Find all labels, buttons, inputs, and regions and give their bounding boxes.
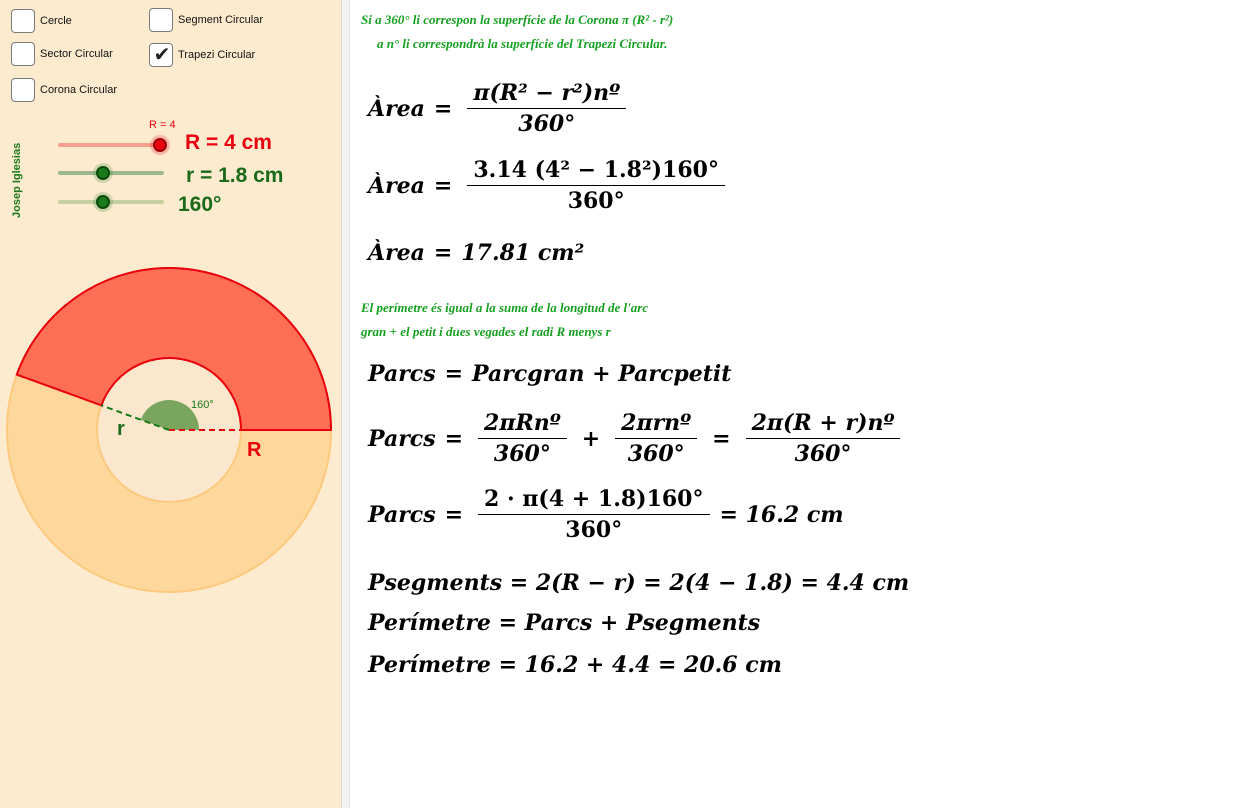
- fraction-denominator: 360°: [493, 441, 551, 467]
- checkbox-label: Sector Circular: [40, 48, 113, 60]
- checkbox-box[interactable]: [149, 43, 173, 67]
- area-formula-general: [368, 80, 632, 137]
- slider-r[interactable]: [58, 166, 164, 180]
- fraction-numerator: 2π(R + r)nº: [746, 410, 901, 439]
- note-line-4: gran + el petit i dues vegades el radi R menys r: [361, 324, 611, 339]
- fraction-denominator: 360°: [518, 111, 576, 137]
- panel-divider: [342, 0, 350, 808]
- parcs-definition-rhs: Parcgran + Parcpetit: [472, 361, 732, 387]
- note-line-3: El perímetre és igual a la suma de la longitud de l'arc: [361, 300, 649, 315]
- note-line-2: a n° li correspondrà la superfície del Trapezi Circular.: [377, 36, 668, 51]
- author-name: Josep Iglesias: [11, 142, 23, 218]
- checkbox-label: Corona Circular: [40, 84, 118, 96]
- fraction-numerator: π(R² − r²)nº: [467, 80, 626, 109]
- fraction-numerator: 3.14 (4² − 1.8²)160°: [467, 157, 725, 186]
- slider-track: [58, 171, 164, 175]
- slider-track: [58, 200, 164, 204]
- equals-sign: =: [433, 95, 453, 122]
- slider-knob[interactable]: [153, 138, 167, 152]
- parcs-formula-substituted: [368, 486, 844, 543]
- fraction: [478, 410, 567, 467]
- psegments-formula: Psegments = 2(R − r) = 2(4 − 1.8) = 4.4 cm: [368, 570, 910, 596]
- checkbox-corona-circular[interactable]: [11, 78, 117, 102]
- checkbox-segment-circular[interactable]: [149, 8, 263, 32]
- fraction: [746, 410, 901, 467]
- checkbox-label: Cercle: [40, 15, 72, 27]
- slider-R-value: R = 4 cm: [185, 131, 272, 154]
- slider-R-caption: R = 4: [149, 119, 176, 131]
- area-formula-substituted: [368, 157, 731, 214]
- fraction: [467, 157, 725, 214]
- geometry-figure: [0, 260, 341, 600]
- equals-sign: =: [444, 361, 464, 387]
- parcs-label: Parcs: [368, 361, 436, 387]
- angle-label: 160°: [191, 399, 214, 411]
- fraction-numerator: 2 · π(4 + 1.8)160°: [478, 486, 709, 515]
- area-label: Àrea: [368, 240, 425, 266]
- slider-track: [58, 143, 164, 147]
- area-label: Àrea: [368, 95, 425, 122]
- fraction-denominator: 360°: [565, 517, 623, 543]
- area-label: Àrea: [368, 172, 425, 199]
- equals-sign: =: [444, 501, 464, 528]
- slider-R[interactable]: [58, 138, 164, 152]
- checkbox-sector-circular[interactable]: [11, 42, 113, 66]
- area-value: 17.81 cm²: [461, 240, 585, 266]
- parcs-label: Parcs: [368, 425, 436, 452]
- equals-sign: =: [444, 425, 464, 452]
- parcs-result: = 16.2 cm: [719, 501, 844, 528]
- fraction: [615, 410, 697, 467]
- parcs-label: Parcs: [368, 501, 436, 528]
- checkbox-box[interactable]: [11, 9, 35, 33]
- fraction-denominator: 360°: [794, 441, 852, 467]
- fraction-denominator: 360°: [567, 188, 625, 214]
- equals-sign: =: [433, 240, 453, 266]
- fraction-denominator: 360°: [627, 441, 685, 467]
- check-icon: ✔: [153, 42, 171, 66]
- fraction: [467, 80, 626, 137]
- checkbox-cercle[interactable]: [11, 9, 72, 33]
- note-line-1: Si a 360° li correspon la superfície de la Corona π (R² - r²): [361, 12, 674, 27]
- perimetre-definition: Perímetre = Parcs + Psegments: [368, 610, 761, 636]
- perimetre-result: Perímetre = 16.2 + 4.4 = 20.6 cm: [368, 652, 782, 678]
- parcs-formula-general: [368, 410, 906, 467]
- checkbox-label: Trapezi Circular: [178, 49, 256, 61]
- equals-sign: =: [433, 172, 453, 199]
- checkbox-box[interactable]: [149, 8, 173, 32]
- big-radius-label: R: [247, 439, 262, 461]
- parcs-definition: [368, 361, 731, 387]
- slider-angle[interactable]: [58, 195, 164, 209]
- slider-knob[interactable]: [96, 195, 110, 209]
- fraction: [478, 486, 709, 543]
- checkbox-box[interactable]: [11, 78, 35, 102]
- equals-sign: =: [712, 425, 731, 452]
- checkbox-label: Segment Circular: [178, 14, 263, 26]
- small-radius-label: r: [117, 418, 125, 440]
- slider-knob[interactable]: [96, 166, 110, 180]
- left-panel: [0, 0, 342, 808]
- fraction-numerator: 2πrnº: [615, 410, 697, 439]
- plus-sign: +: [581, 425, 601, 452]
- slider-r-value: r = 1.8 cm: [186, 164, 284, 187]
- area-result: [368, 240, 584, 266]
- checkbox-trapezi-circular[interactable]: [149, 43, 255, 67]
- fraction-numerator: 2πRnº: [478, 410, 567, 439]
- checkbox-box[interactable]: [11, 42, 35, 66]
- slider-angle-value: 160°: [178, 193, 222, 216]
